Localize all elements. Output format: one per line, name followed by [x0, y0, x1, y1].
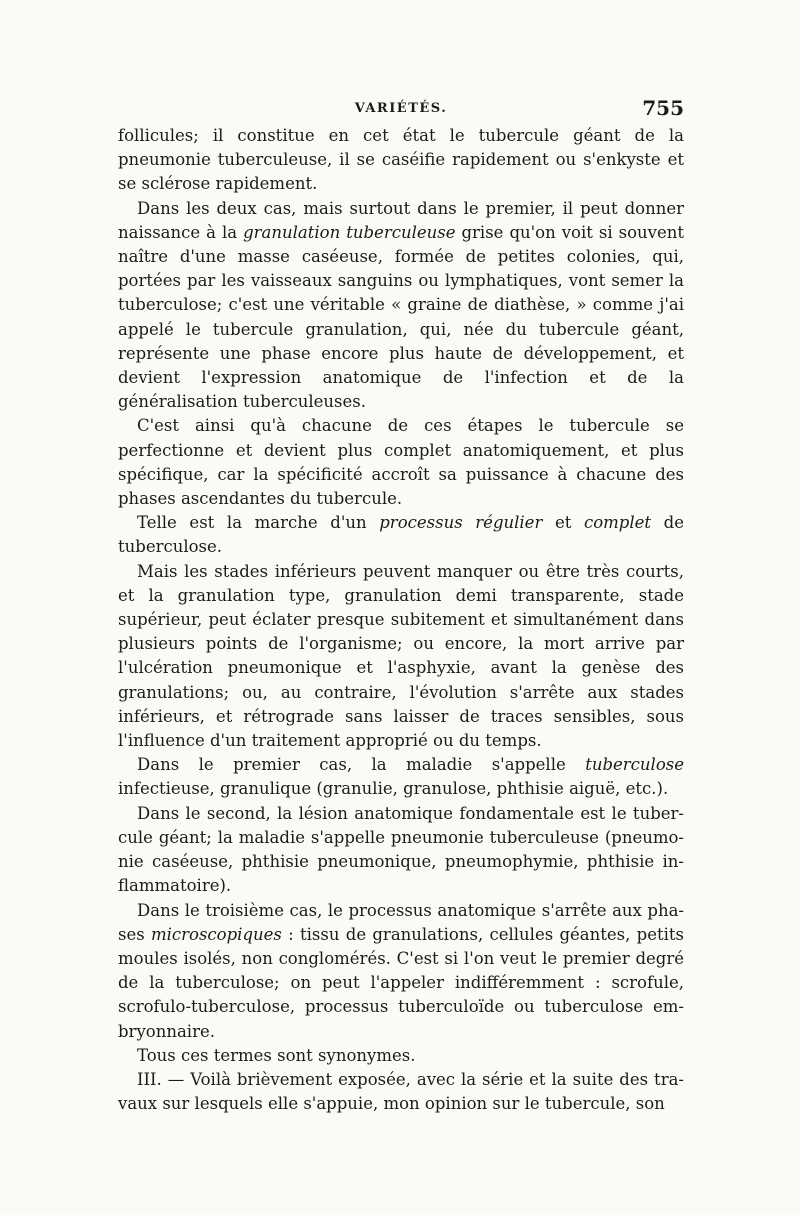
text-run: Tous ces termes sont synonymes.	[137, 1045, 416, 1065]
italic-text: granulation tuberculeuse	[243, 222, 456, 242]
page-header	[118, 96, 684, 124]
text-run: de tuberculose.	[118, 513, 684, 557]
text-run: III. — Voilà brièvement exposée, avec la série et la suite des travaux sur lesquels elle s'appuie, mon opinion sur le tubercule, son	[118, 1069, 684, 1114]
italic-text: tuberculose	[585, 755, 684, 775]
text-run: grise qu'on voit si souvent naître d'une masse caséeuse, formée de petites colonies, qui, portées par les vaisseaux sanguins ou lymphatiques, vont semer la tuberculose; c'est une véritable « graine de diathèse, » comme j'ai appelé le tubercule granulation, qui, née du tubercule géant, représente une phase encore plus haute de développement, et devient l'expression anatomique de l'infection et de la généralisation tuberculeuses.	[118, 222, 685, 412]
text-run: Dans le troisième cas, le processus anatomique s'arrête aux phases	[118, 900, 684, 944]
text-run: follicules; il constitue en cet état le tubercule géant de la pneumonie tuberculeuse, il se caséifie rapidement ou s'enkyste et se sclérose rapidement.	[118, 126, 684, 194]
text-run: C'est ainsi qu'à chacune de ces étapes le tubercule se perfectionne et devient plus complet anatomiquement, et plus spécifique, car la spécificité accroît sa puissance à chacune des phases ascendantes du tubercule.	[118, 416, 684, 509]
italic-text: microscopiques	[150, 924, 282, 944]
running-title: VARIÉTÉS.	[354, 101, 448, 116]
page-body	[118, 124, 684, 1116]
italic-text: processus régulier	[379, 513, 543, 533]
paragraph	[118, 1068, 684, 1116]
paragraph	[118, 124, 684, 197]
paragraph	[118, 414, 684, 511]
paragraph	[118, 511, 684, 559]
paragraph	[118, 753, 684, 801]
text-run: Dans le premier cas, la maladie s'appelle	[137, 755, 586, 775]
text-run: Dans les deux cas, mais surtout dans le premier, il peut donner naissance à la	[118, 198, 684, 242]
text-run: Telle est la marche d'un	[137, 513, 380, 533]
paragraph	[118, 899, 684, 1044]
text-run: et	[542, 513, 584, 533]
italic-text: complet	[583, 513, 652, 533]
text-run: : tissu de granulations, cellules géantes, petits moules isolés, non conglomérés. C'est si l'on veut le premier degré de la tuberculose; on peut l'appeler indifféremment : scrofule, scrofulo-tuberculose, processus tuberculoïde ou tuberculose embryonnaire.	[118, 924, 684, 1041]
text-run: infectieuse, granulique (granulie, granulose, phthisie aiguë, etc.).	[118, 779, 669, 799]
text-run: Dans le second, la lésion anatomique fondamentale est le tubercule géant; la maladie s'appelle pneumonie tuberculeuse (pneumonie caséeuse, phthisie pneumonique, pneumophymie, phthisie inflammatoire).	[118, 803, 684, 896]
paragraph	[118, 1044, 684, 1068]
text-run: Mais les stades inférieurs peuvent manquer ou être très courts, et la granulation type, granulation demi transparente, stade supérieur, peut éclater presque subitement et simultanément dans plusieurs points de l'organisme; ou encore, la mort arrive par l'ulcération pneumonique et l'asphyxie, avant la genèse des granulations; ou, au contraire, l'évolution s'arrête aux stades inférieurs, et rétrograde sans laisser de traces sensibles, sous l'influence d'un traitement approprié ou du temps.	[118, 561, 684, 751]
paragraph	[118, 197, 684, 415]
page-number: 755	[642, 96, 684, 120]
paragraph	[118, 802, 684, 899]
paragraph	[118, 560, 684, 754]
